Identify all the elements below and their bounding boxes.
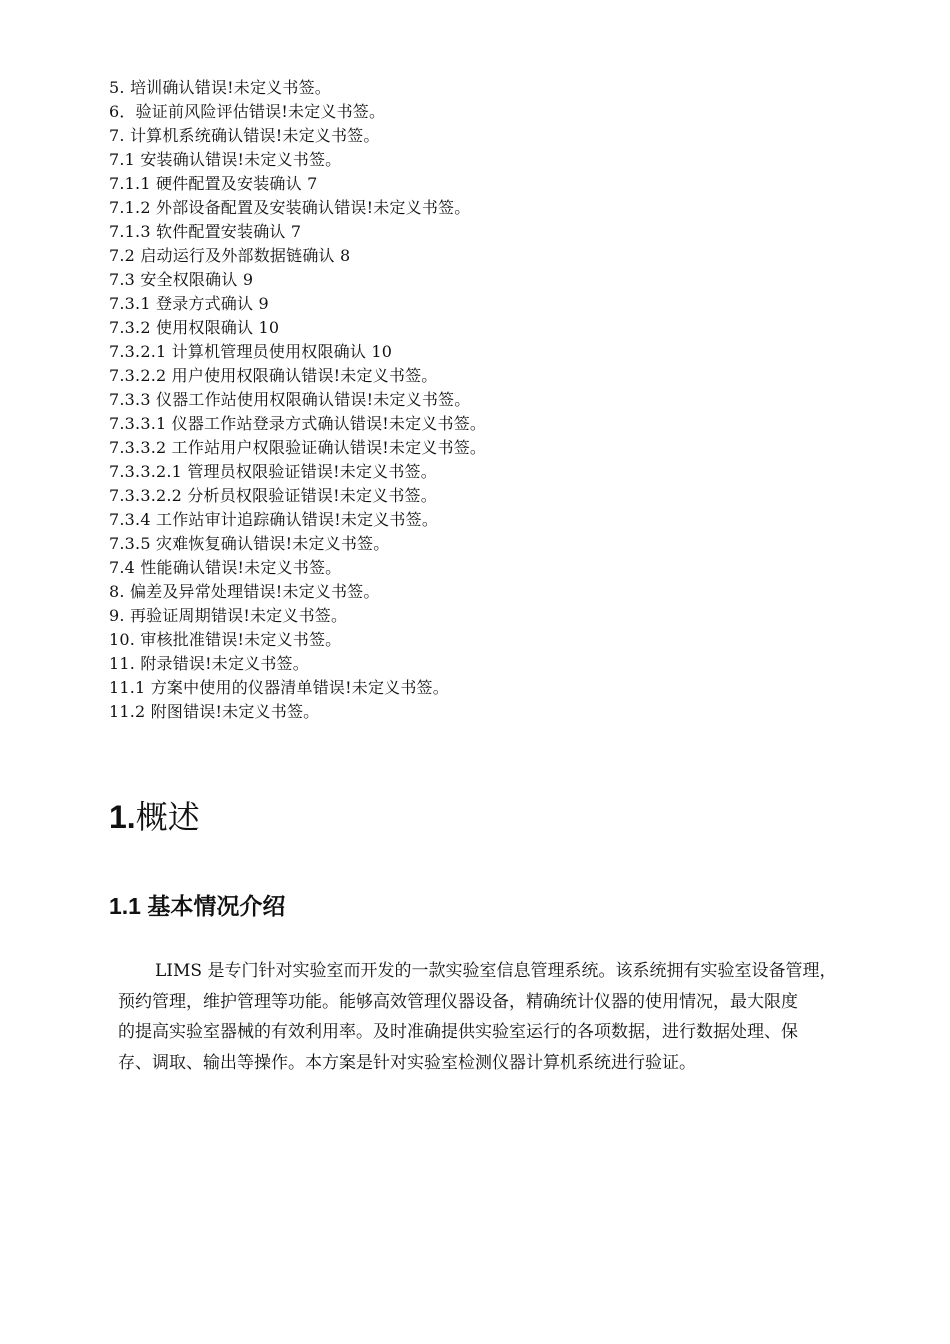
toc-entry[interactable]: 8. 偏差及异常处理错误!未定义书签。 (109, 582, 380, 601)
toc-entry[interactable]: 11.2 附图错误!未定义书签。 (109, 702, 320, 721)
toc-entry[interactable]: 10. 审核批准错误!未定义书签。 (109, 630, 342, 649)
toc-entry[interactable]: 11. 附录错误!未定义书签。 (109, 654, 309, 673)
toc-entry[interactable]: 5. 培训确认错误!未定义书签。 (109, 78, 331, 97)
toc-entry[interactable]: 7.3 安全权限确认 9 (109, 270, 254, 289)
section-title: 概述 (135, 799, 200, 835)
toc-entry[interactable]: 7.3.3.2.2 分析员权限验证错误!未定义书签。 (109, 486, 437, 505)
toc-entry[interactable]: 7.3.3 仪器工作站使用权限确认错误!未定义书签。 (109, 390, 471, 409)
paragraph-line: 存、调取、输出等操作。本方案是针对实验室检测仪器计算机系统进行验证。 (118, 1052, 696, 1073)
toc-entry[interactable]: 7.3.5 灾难恢复确认错误!未定义书签。 (109, 534, 390, 553)
toc-entry[interactable]: 7.3.4 工作站审计追踪确认错误!未定义书签。 (109, 510, 439, 529)
subsection-heading: 1.1 基本情况介绍 (109, 893, 286, 919)
toc-entry[interactable]: 11.1 方案中使用的仪器清单错误!未定义书签。 (109, 678, 449, 697)
toc-entry[interactable]: 7.4 性能确认错误!未定义书签。 (109, 558, 342, 577)
toc-entry[interactable]: 7.3.1 登录方式确认 9 (109, 294, 269, 313)
toc-entry[interactable]: 7.1 安装确认错误!未定义书签。 (109, 150, 342, 169)
toc-entry[interactable]: 7.2 启动运行及外部数据链确认 8 (109, 246, 351, 265)
toc-entry[interactable]: 7.3.2.2 用户使用权限确认错误!未定义书签。 (109, 366, 438, 385)
paragraph-line: 预约管理，维护管理等功能。能够高效管理仪器设备，精确统计仪器的使用情况，最大限度 (118, 991, 798, 1012)
section-number: 1. (109, 799, 136, 835)
toc-entry[interactable]: 9. 再验证周期错误!未定义书签。 (109, 606, 348, 625)
toc-entry[interactable]: 6．验证前风险评估错误!未定义书签。 (109, 102, 386, 121)
toc-entry[interactable]: 7.3.3.2 工作站用户权限验证确认错误!未定义书签。 (109, 438, 487, 457)
toc-entry[interactable]: 7.1.3 软件配置安装确认 7 (109, 222, 302, 241)
toc-entry[interactable]: 7.1.1 硬件配置及安装确认 7 (109, 174, 318, 193)
paragraph-line: LIMS 是专门针对实验室而开发的一款实验室信息管理系统。该系统拥有实验室设备管理， (155, 961, 837, 981)
toc-entry[interactable]: 7.3.2.1 计算机管理员使用权限确认 10 (109, 342, 393, 361)
toc-entry[interactable]: 7.3.3.2.1 管理员权限验证错误!未定义书签。 (109, 462, 437, 481)
paragraph-line: 的提高实验室器械的有效利用率。及时准确提供实验室运行的各项数据，进行数据处理、保 (118, 1022, 798, 1042)
body-paragraph (118, 956, 918, 1078)
table-of-contents (109, 76, 909, 724)
toc-entry[interactable]: 7.3.3.1 仪器工作站登录方式确认错误!未定义书签。 (109, 414, 487, 433)
toc-entry[interactable]: 7.3.2 使用权限确认 10 (109, 318, 280, 337)
section-heading (109, 793, 200, 841)
toc-entry[interactable]: 7. 计算机系统确认错误!未定义书签。 (109, 126, 380, 145)
toc-entry[interactable]: 7.1.2 外部设备配置及安装确认错误!未定义书签。 (109, 198, 471, 217)
